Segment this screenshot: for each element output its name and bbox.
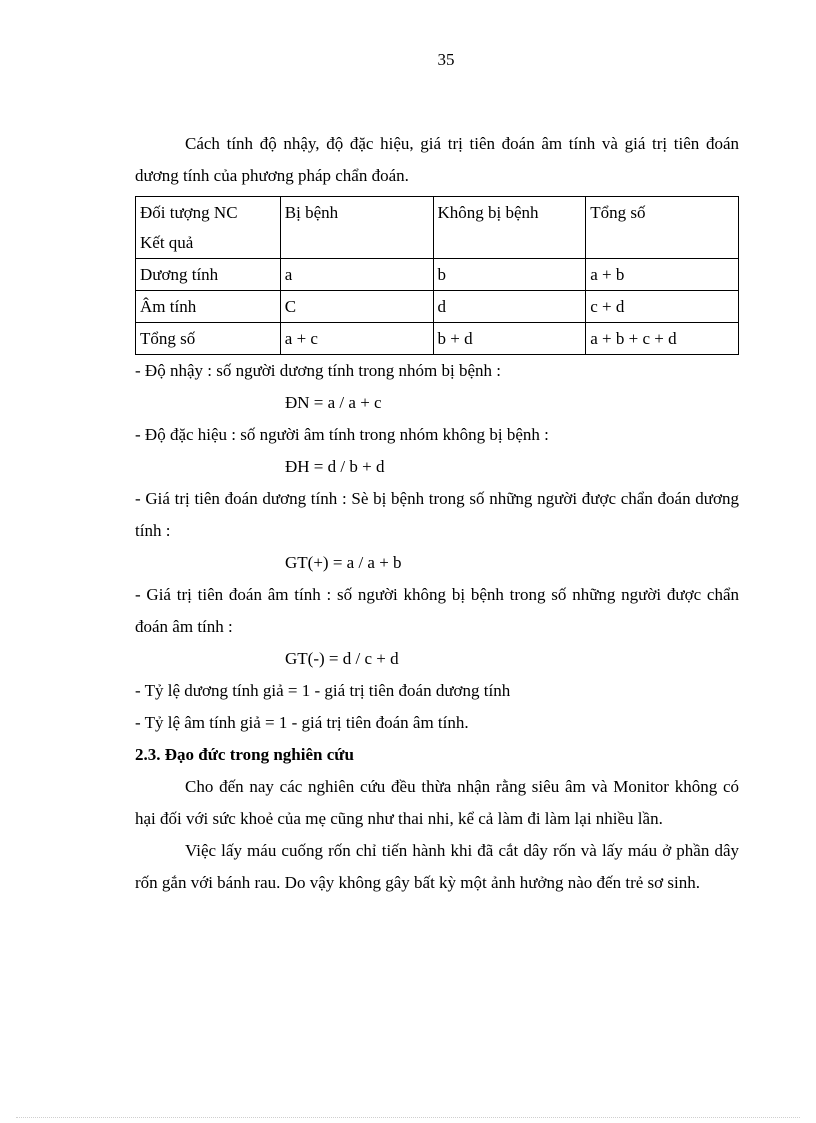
table-cell: Âm tính xyxy=(136,291,281,323)
header-cell xyxy=(136,197,281,259)
table-row xyxy=(136,323,739,355)
table-row xyxy=(136,291,739,323)
sensitivity-definition: - Độ nhậy : số người dương tính trong nhóm bị bệnh : xyxy=(135,361,501,380)
npv-definition: - Giá trị tiên đoán âm tính : số người không bị bệnh trong số những người được chẩn đoán âm tính : xyxy=(135,585,739,636)
table-cell: a + b + c + d xyxy=(586,323,739,355)
false-positive-rate: - Tỷ lệ dương tính giả = 1 - giá trị tiên đoán dương tính xyxy=(135,681,511,700)
page-number: 35 xyxy=(437,50,455,69)
table-cell: Tổng số xyxy=(136,323,281,355)
ethics-paragraph-1: Cho đến nay các nghiên cứu đều thừa nhận rằng siêu âm và Monitor không có hại đối với sức khoẻ của mẹ cũng như thai nhi, kể cả làm đi làm lại nhiều lần. xyxy=(135,777,739,828)
intro-paragraph: Cách tính độ nhậy, độ đặc hiệu, giá trị tiên đoán âm tính và giá trị tiên đoán dương tính của phương pháp chẩn đoán. xyxy=(135,134,739,185)
specificity-definition: - Độ đặc hiệu : số người âm tính trong nhóm không bị bệnh : xyxy=(135,425,549,444)
table-cell: b + d xyxy=(433,323,586,355)
table-cell: a xyxy=(280,259,433,291)
false-negative-rate: - Tỷ lệ âm tính giả = 1 - giá trị tiên đoán âm tính. xyxy=(135,713,469,732)
table-cell: C xyxy=(280,291,433,323)
header-cell: Tổng số xyxy=(586,197,739,259)
table-cell: a + b xyxy=(586,259,739,291)
ethics-paragraph-2: Việc lấy máu cuống rốn chỉ tiến hành khi đã cắt dây rốn và lấy máu ở phần dây rốn gắn với bánh rau. Do vậy không gây bất kỳ một ảnh hưởng nào đến trẻ sơ sinh. xyxy=(135,841,739,892)
table-cell: c + d xyxy=(586,291,739,323)
header-result-label: Kết quả xyxy=(140,233,194,252)
table-header-row xyxy=(136,197,739,259)
ppv-definition: - Giá trị tiên đoán dương tính : Sè bị bệnh trong số những người được chẩn đoán dương tính : xyxy=(135,489,739,540)
diagnostic-table xyxy=(135,196,739,355)
header-cell: Bị bệnh xyxy=(280,197,433,259)
table-cell: a + c xyxy=(280,323,433,355)
table-cell: d xyxy=(433,291,586,323)
header-cell: Không bị bệnh xyxy=(433,197,586,259)
sensitivity-formula: ĐN = a / a + c xyxy=(285,393,382,412)
table-row xyxy=(136,259,739,291)
header-subject-label: Đối tượng NC xyxy=(140,203,238,222)
page-bottom-divider xyxy=(16,1117,800,1118)
table-cell: b xyxy=(433,259,586,291)
section-heading: 2.3. Đạo đức trong nghiên cứu xyxy=(135,745,354,764)
table-cell: Dương tính xyxy=(136,259,281,291)
page-body xyxy=(135,128,739,899)
specificity-formula: ĐH = d / b + d xyxy=(285,457,385,476)
ppv-formula: GT(+) = a / a + b xyxy=(285,553,402,572)
npv-formula: GT(-) = d / c + d xyxy=(285,649,399,668)
